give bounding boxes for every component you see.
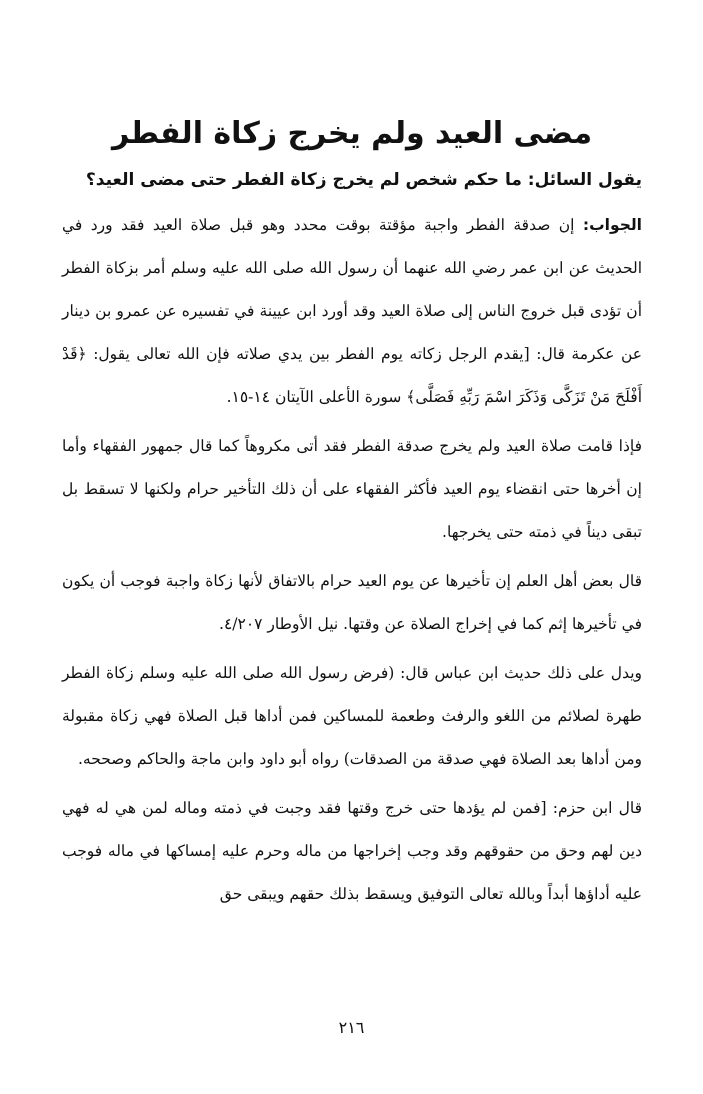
verse-reference: سورة الأعلى الآيتان ١٤-١٥. [226,388,407,406]
question-paragraph [62,160,642,200]
quran-verse: ﴿قَدْ أَفْلَحَ مَنْ تَزَكَّى وَذَكَرَ اسْمَ رَبِّهِ فَصَلَّى﴾ [62,345,642,406]
page-title: مضى العيد ولم يخرج زكاة الفطر [111,116,593,151]
paragraph-ibn-hazm: قال ابن حزم: [فمن لم يؤدها حتى خرج وقتها فقد وجبت في ذمته وماله لمن هي له فهي دين لهم وحق من حقوقهم وقد وجب إخراجها من ماله وحرم عليه إمساكها في ماله فوجب عليه أداؤها أبداً وبالله تعالى التوفيق ويسقط بذلك حقهم ويبقى حق [62,799,642,903]
answer-paragraph [62,204,642,419]
paragraph-scholars-opinion: قال بعض أهل العلم إن تأخيرها عن يوم العيد حرام بالاتفاق لأنها زكاة واجبة فوجب أن يكون في تأخيرها إثم كما في إخراج الصلاة عن وقتها. نيل الأوطار ٤/٢٠٧. [62,572,642,633]
answer-label: الجواب: [582,216,642,234]
paragraph-ibn-abbas-hadith: ويدل على ذلك حديث ابن عباس قال: (فرض رسول الله صلى الله عليه وسلم زكاة الفطر طهرة لصلائم من اللغو والرفث وطعمة للمساكين فمن أداها قبل الصلاة فهي زكاة مقبولة ومن أداها بعد الصلاة فهي صدقة من الصدقات) رواه أبو داود وابن ماجة والحاكم وصححه. [62,664,642,768]
question-label: يقول السائل: [527,170,642,190]
page-number: ٢١٦ [338,1018,365,1037]
answer-text: إن صدقة الفطر واجبة مؤقتة بوقت محدد وهو قبل صلاة العيد فقد ورد في الحديث عن ابن عمر رضي الله عنهما أن رسول الله صلى الله عليه وسلم أمر بزكاة الفطر أن تؤدى قبل خروج الناس إلى صلاة العيد وقد أورد ابن عيينة في تفسيره عن عمرو بن دينار عن عكرمة قال: [يقدم الرجل زكاته يوم الفطر بين يدي صلاته فإن الله تعالى يقول: [62,216,642,363]
page-content [62,110,642,916]
question-text: ما حكم شخص لم يخرج زكاة الفطر حتى مضى العيد؟ [85,170,528,190]
paragraph-delay-ruling: فإذا قامت صلاة العيد ولم يخرج صدقة الفطر فقد أتى مكروهاً كما قال جمهور الفقهاء وأما إن أخرها حتى انقضاء يوم العيد فأكثر الفقهاء على أن ذلك التأخير حرام ولكنها لا تسقط بل تبقى ديناً في ذمته حتى يخرجها. [62,437,642,541]
